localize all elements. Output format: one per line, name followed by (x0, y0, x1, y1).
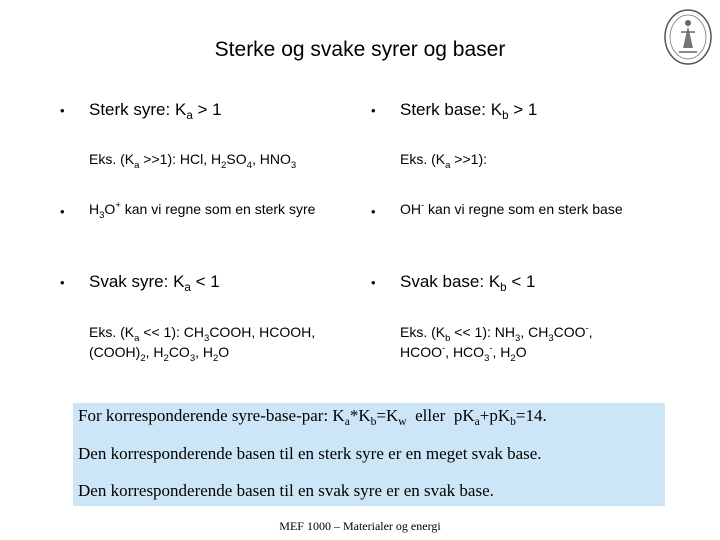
bullet: • (371, 103, 376, 118)
bullet: • (371, 204, 376, 219)
weak-base-heading: Svak base: $K_b < 1$ (400, 272, 536, 294)
bullet: • (60, 103, 65, 118)
footer: MEF 1000 – Materialer og energi (279, 519, 441, 533)
summary-line-2: Den korresponderende basen til en sterk syre er en meget svak base. (78, 444, 542, 463)
bullet: • (371, 275, 376, 290)
summary-line-1: For korresponderende syre-base-par: $K_a*K_b=K_w$ eller $pK_a+pK_b=14$. (78, 406, 547, 428)
page-title: Sterke og svake syrer og baser (214, 38, 506, 61)
weak-acid-examples-line1: Eks. $(K_a << 1)$: $CH_3COOH$, HCOOH, (89, 324, 316, 344)
h3o-statement: $H_3O^+$ kan vi regne som en sterk syre (89, 200, 316, 221)
weak-base-examples-line1: Eks. $(K_b << 1)$: $NH_3$, $CH_3COO^-$, (400, 323, 593, 344)
strong-acid-examples: Eks. $(K_a >>1)$: HCl, $H_2SO_4$, $HNO_3$ (89, 151, 297, 171)
weak-acid-examples-line2: $(COOH)_2$, $H_2CO_3$, $H_2O$ (89, 344, 230, 364)
strong-base-examples: Eks. $(K_a >>1)$: (400, 151, 488, 171)
university-seal-icon (663, 8, 713, 66)
summary-box (73, 403, 665, 506)
bullet: • (60, 204, 65, 219)
oh-statement: OH- kan vi regne som en sterk base (400, 200, 623, 217)
bullet: • (60, 275, 65, 290)
strong-base-heading: Sterk base: $K_b > 1$ (400, 100, 538, 122)
strong-acid-heading: Sterk syre: $K_a > 1$ (89, 100, 222, 122)
weak-acid-heading: Svak syre: $K_a < 1$ (89, 272, 220, 294)
weak-base-examples-line2: HCOO-, $HCO_3^-$, $H_2O$ (400, 343, 527, 364)
summary-line-3: Den korresponderende basen til en svak syre er en svak base. (78, 481, 494, 500)
